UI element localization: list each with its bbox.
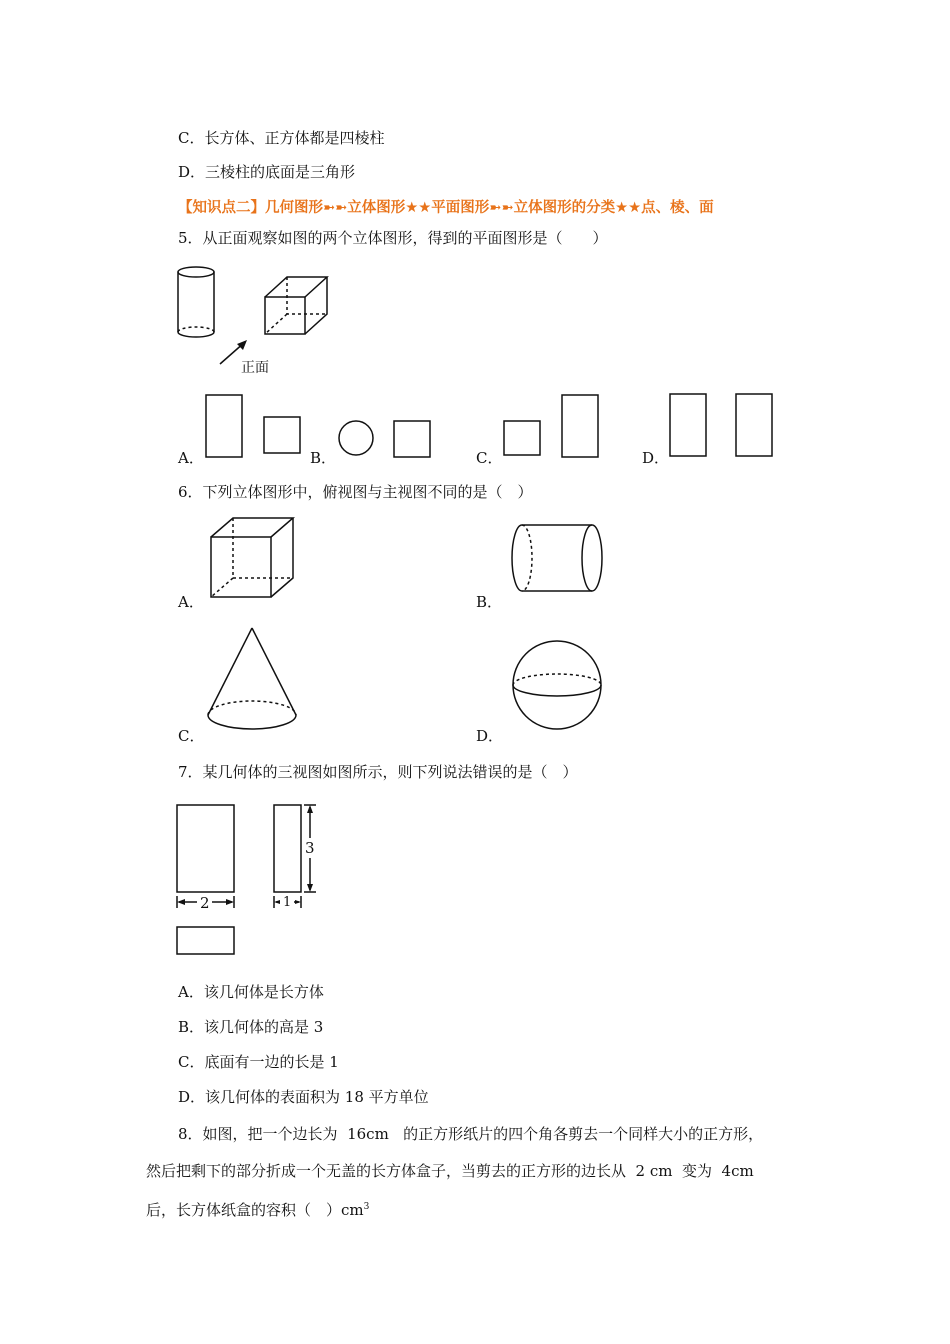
q8-line-3: [146, 1197, 369, 1220]
q7-option-c[interactable]: C．底面有一边的长是 1: [178, 1053, 339, 1071]
q5-option-d[interactable]: D．: [642, 449, 670, 467]
q7-stem: 7．某几何体的三视图如图所示，则下列说法错误的是（ ）: [178, 763, 578, 781]
q5-option-a[interactable]: A．: [178, 449, 204, 467]
q6-option-b-cylinder: [508, 522, 608, 594]
front-label: 正面: [241, 360, 269, 376]
q8-line-3-text: 后，长方体纸盒的容积（ ）cm: [146, 1201, 364, 1219]
q6-option-a-cube: [208, 515, 298, 600]
section-heading: 【知识点二】几何图形➼➼立体图形★★平面图形➼➼立体图形的分类★★点、棱、面: [178, 200, 714, 216]
q6-option-c[interactable]: C．: [178, 727, 205, 745]
q5-option-b-figure: [336, 418, 436, 460]
q5-option-a-figure: [204, 393, 304, 458]
q5-option-d-figure: [668, 392, 778, 458]
q8-line-1: 8．如图，把一个边长为 16cm 的正方形纸片的四个角各剪去一个同样大小的正方形，: [178, 1125, 764, 1143]
dim-depth: 1: [283, 895, 292, 910]
q6-option-b[interactable]: B．: [476, 593, 503, 611]
q4-option-c: C．长方体、正方体都是四棱柱: [178, 129, 385, 147]
q6-option-d-sphere: [510, 638, 605, 733]
q7-option-b[interactable]: B．该几何体的高是 3: [178, 1018, 324, 1036]
dim-width: 2: [200, 894, 210, 912]
q4-option-d: D．三棱柱的底面是三角形: [178, 163, 356, 181]
q7-three-views: [172, 800, 332, 960]
q5-figure: [175, 262, 335, 377]
top-view: [177, 927, 234, 954]
q6-option-c-cone: [205, 625, 300, 735]
q5-option-c[interactable]: C．: [476, 449, 503, 467]
cylinder-top: [178, 267, 214, 277]
q6-option-a[interactable]: A．: [178, 593, 204, 611]
q5-option-b[interactable]: B．: [310, 449, 337, 467]
side-view: [274, 805, 301, 892]
front-view: [177, 805, 234, 892]
q7-option-a[interactable]: A．该几何体是长方体: [178, 983, 324, 1001]
q8-line-2: 然后把剩下的部分折成一个无盖的长方体盒子，当剪去的正方形的边长从 2 cm 变为 4cm: [146, 1162, 754, 1180]
q7-option-d[interactable]: D．该几何体的表面积为 18 平方单位: [178, 1088, 429, 1106]
q6-stem: 6．下列立体图形中，俯视图与主视图不同的是（ ）: [178, 483, 533, 501]
q5-option-c-figure: [502, 393, 602, 458]
q6-option-d[interactable]: D．: [476, 727, 504, 745]
q5-stem: 5．从正面观察如图的两个立体图形，得到的平面图形是（ ）: [178, 229, 608, 247]
q8-unit-exponent: 3: [363, 1202, 370, 1212]
dim-height: 3: [305, 839, 315, 857]
